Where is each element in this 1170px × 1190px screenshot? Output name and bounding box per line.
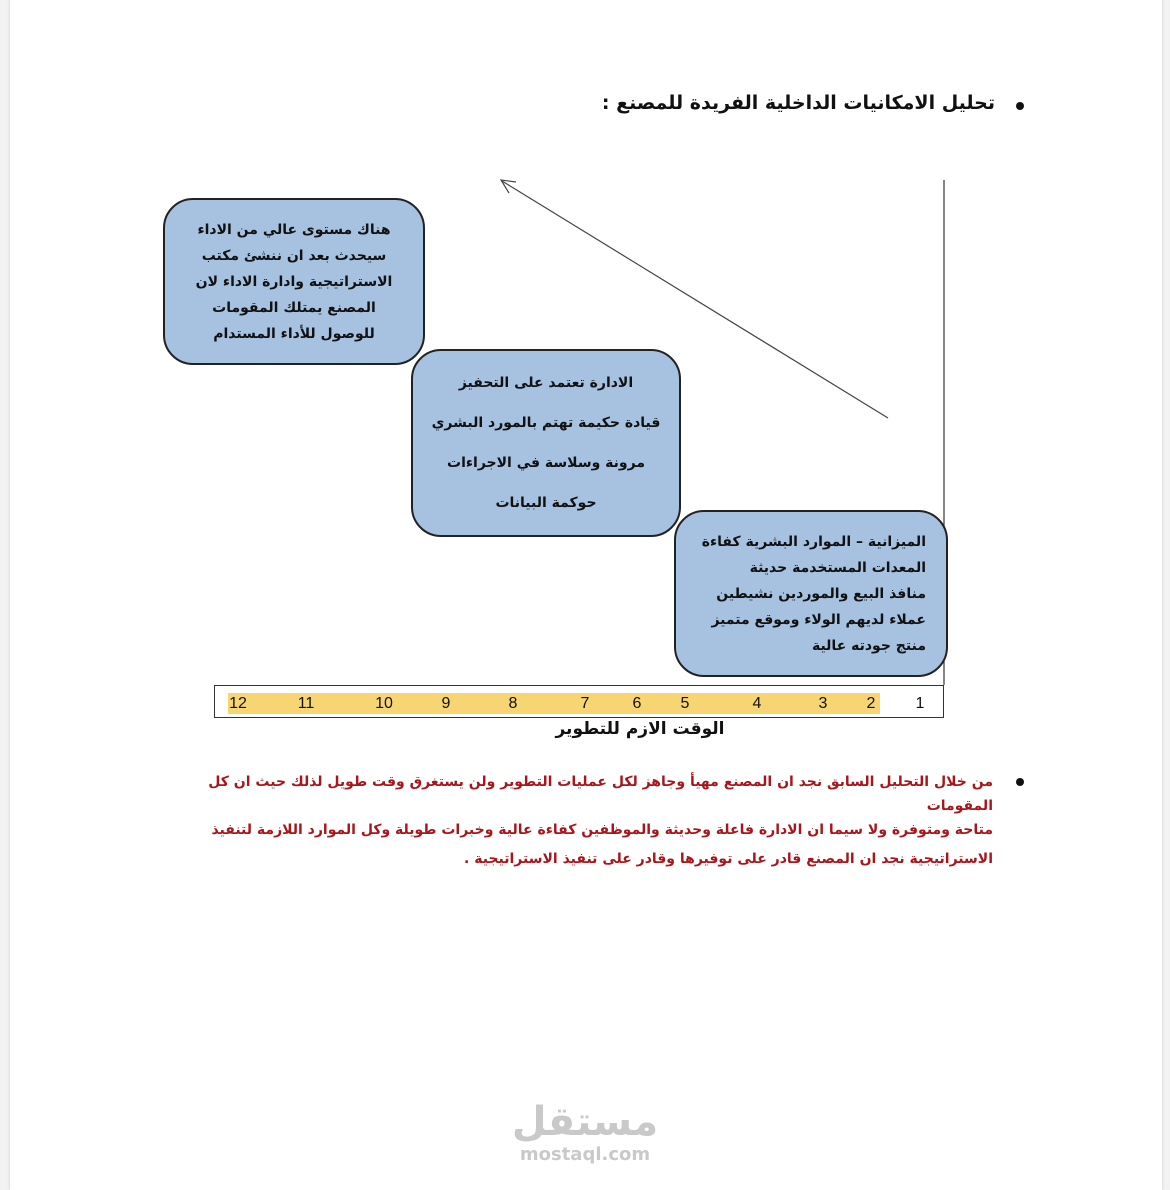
- conclusion-line: الاستراتيجية نجد ان المصنع قادر على توفيرها وقادر على تنفيذ الاستراتيجية .: [464, 851, 993, 867]
- watermark-logo: [485, 1100, 685, 1165]
- axis-tick: 3: [818, 695, 828, 712]
- axis-tick: 5: [680, 695, 690, 712]
- axis-label: الوقت الازم للتطوير: [555, 719, 725, 739]
- box-line: هناك مستوى عالي من الاداء: [197, 221, 391, 238]
- axis-tick: 8: [508, 695, 518, 712]
- box-line: الاستراتيجية وادارة الاداء لان: [195, 273, 393, 290]
- box-line: قيادة حكيمة تهتم بالمورد البشري: [431, 415, 661, 431]
- axis-tick: 6: [632, 695, 642, 712]
- time-axis-highlight: [228, 693, 880, 714]
- conclusion-paragraph: [143, 770, 993, 876]
- bullet-icon: [1016, 778, 1024, 786]
- stage-box-3: [163, 198, 425, 365]
- watermark-latin: mostaql.com: [519, 1144, 651, 1165]
- box-line: مرونة وسلاسة في الاجراءات: [447, 455, 645, 471]
- box-line: منافذ البيع والموردين نشيطين: [716, 585, 926, 602]
- box-line: سيحدث بعد ان ننشئ مكتب: [201, 247, 387, 264]
- conclusion-line: متاحة ومتوفرة ولا سيما ان الادارة فاعلة وحديثة والموظفين كفاءة عالية وخبرات طويلة وكل الموارد اللازمة لتنفيذ: [211, 822, 993, 838]
- watermark-arabic: مستقل: [511, 1099, 659, 1145]
- box-line: منتج جودته عالية: [811, 637, 926, 654]
- axis-tick: 1: [915, 695, 925, 712]
- box-line: الادارة تعتمد على التحفيز: [458, 375, 634, 391]
- box-line: الميزانية – الموارد البشرية كفاءة: [701, 533, 926, 550]
- axis-tick: 12: [229, 695, 247, 712]
- axis-tick: 4: [752, 695, 762, 712]
- axis-tick: 11: [297, 695, 315, 712]
- conclusion-line: من خلال التحليل السابق نجد ان المصنع مهيأ وجاهز لكل عمليات التطوير ولن يستغرق وقت طويل لذلك حيث ان كل المقومات: [208, 774, 993, 814]
- axis-tick: 2: [866, 695, 876, 712]
- axis-tick: 9: [441, 695, 451, 712]
- axis-tick: 7: [580, 695, 590, 712]
- axis-tick: 10: [375, 695, 393, 712]
- box-line: المصنع يمتلك المقومات: [212, 299, 376, 316]
- box-line: حوكمة البيانات: [495, 495, 597, 511]
- section-heading: تحليل الامكانيات الداخلية الفريدة للمصنع :: [601, 92, 995, 114]
- box-line: عملاء لديهم الولاء وموقع متميز: [711, 611, 926, 628]
- box-line: المعدات المستخدمة حديثة: [749, 559, 926, 576]
- stage-box-2: [411, 349, 681, 537]
- stage-box-1: [674, 510, 948, 677]
- box-line: للوصول للأداء المستدام: [213, 325, 375, 342]
